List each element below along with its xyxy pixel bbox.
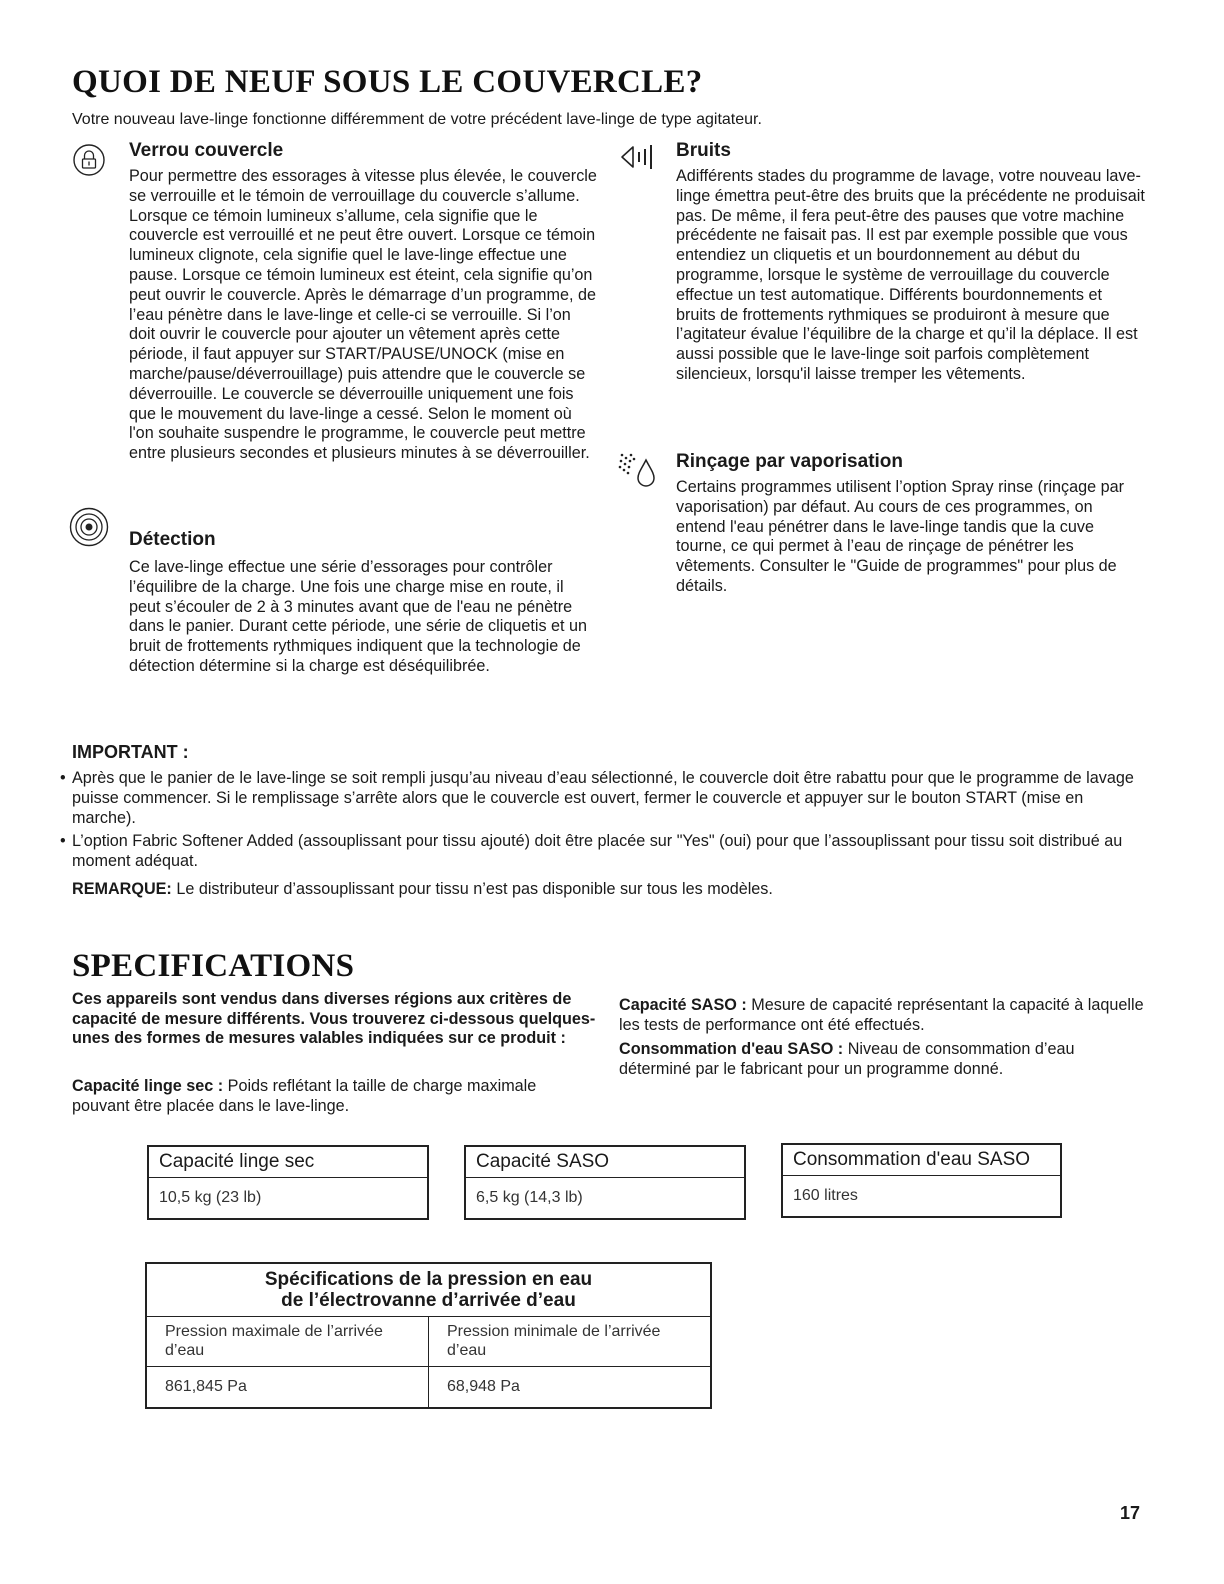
saso-water-text: Niveau de consommation d’eau déterminé par le fabricant pour un programme donné. [619, 1040, 1075, 1078]
specifications-title: SPECIFICATIONS [72, 948, 355, 984]
target-icon [68, 506, 110, 553]
water-pressure-header [146, 1263, 711, 1317]
intro-text: Votre nouveau lave-linge fonctionne différemment de votre précédent lave-linge de type agitateur. [72, 111, 762, 128]
water-pressure-table [145, 1262, 712, 1409]
dry-capacity-header: Capacité linge sec [148, 1146, 428, 1178]
pressure-title-line2: de l’électrovanne d’arrivée d’eau [281, 1290, 576, 1311]
important-list [60, 769, 1140, 876]
detection-title: Détection [129, 529, 216, 550]
note-text: Le distributeur d’assouplissant pour tissu n’est pas disponible sur tous les modèles. [171, 880, 773, 898]
sounds-title: Bruits [676, 140, 731, 161]
detection-body: Ce lave-linge effectue une série d’essorages pour contrôler l’équilibre de la charge. Une fois une charge mise en route, il peut s’écouler de 2 à 3 minutes avant que de l'eau ne pénètre dans le panier. Durant cette période, une série de cliquetis et un bruit de frottements rythmiques indiquent que la technologie de détection détermine si la charge est déséquilibrée. [129, 558, 588, 675]
spray-rinse-body: Certains programmes utilisent l’option Spray rinse (rinçage par vaporisation) par défaut. Au cours de ces programmes, on entend l'eau pénétrer dans le lave-linge tandis que la cuve tourne, ce qui permet à l’eau de rinçage de pénétrer les vêtements. Consulter le "Guide de programmes" pour plus de détails. [676, 478, 1125, 595]
saso-water-desc [619, 1040, 1149, 1079]
page-title: QUOI DE NEUF SOUS LE COUVERCLE? [72, 64, 703, 100]
page-number: 17 [1120, 1503, 1141, 1523]
min-pressure-value: 68,948 Pa [429, 1367, 712, 1409]
saso-capacity-label: Capacité SASO : [619, 996, 747, 1014]
dry-capacity-table [147, 1145, 429, 1220]
spray-rinse-title: Rinçage par vaporisation [676, 451, 904, 472]
saso-water-value: 160 litres [782, 1176, 1061, 1218]
saso-water-label: Consommation d'eau SASO : [619, 1040, 844, 1058]
dry-capacity-text: Poids reflétant la taille de charge maximale pouvant être placée dans le lave-linge. [72, 1077, 537, 1115]
saso-capacity-table [464, 1145, 746, 1220]
note-label: REMARQUE: [72, 880, 172, 898]
important-bullet: • L’option Fabric Softener Added (assouplissant pour tissu ajouté) doit être placée sur "Yes" (oui) pour que l’assouplissant pour tissu soit distribué au moment adéquat. [60, 832, 1140, 872]
lid-lock-title: Verrou couvercle [129, 140, 284, 161]
saso-capacity-value: 6,5 kg (14,3 lb) [465, 1178, 745, 1220]
speaker-icon [619, 142, 665, 177]
lid-lock-body: Pour permettre des essorages à vitesse plus élevée, le couvercle se verrouille et le témoin de verrouillage du couvercle s’allume. Lorsque ce témoin lumineux s’allume, cela signifie que le couvercle est verrouillé et ne peut être ouvert. Lorsque ce témoin lumineux clignote, cela signifie quel le lave-linge effectue une pause. Lorsque ce témoin lumineux est éteint, cela signifie qu’on peut ouvrir le couvercle. Après le démarrage d’un programme, de l’eau pénètre dans le lave-linge et celle-ci se verrouille. Si l’on doit ouvrir le couvercle pour ajouter un vêtement après cette période, il faut appuyer sur START/PAUSE/UNOCK (mise en marche/pause/déverrouillage) puis attendre que le couvercle se déverrouille. Le couvercle se déverrouille uniquement une fois que le mouvement du lave-linge a cessé. Selon le moment où l'on souhaite suspendre le programme, le couvercle peut mettre entre plusieurs secondes et plusieurs minutes à se déverrouiller. [129, 167, 597, 463]
sounds-body: Adifférents stades du programme de lavage, votre nouveau lave-linge émettra peut-être des bruits que la précédente ne produisait pas. De même, il fera peut-être des pauses que votre machine précédente ne faisait pas. Il est par exemple possible que vous entendiez un cliquetis et un bourdonnement au début du programme, lorsque le système de verrouillage du couvercle effectue un test automatique. Différents bourdonnements et bruits de frottements rythmiques se produiront à mesure que l’agitateur évalue l’équilibre de la charge et qu’il la déplace. Il est aussi possible que le lave-linge soit parfois complètement silencieux, lorsqu'il laisse tremper les vêtements. [676, 167, 1145, 383]
saso-capacity-text: Mesure de capacité représentant la capacité à laquelle les tests de performance ont été effectués. [619, 996, 1144, 1034]
saso-capacity-header: Capacité SASO [465, 1146, 745, 1178]
max-pressure-value: 861,845 Pa [146, 1367, 429, 1409]
dry-capacity-value: 10,5 kg (23 lb) [148, 1178, 428, 1220]
dry-capacity-label: Capacité linge sec : [72, 1077, 224, 1095]
pressure-title-line1: Spécifications de la pression en eau [264, 1269, 593, 1290]
max-pressure-label: Pression maximale de l’arrivée d’eau [146, 1317, 429, 1367]
spec-intro: Ces appareils sont vendus dans diverses régions aux critères de capacité de mesure différents. Vous trouverez ci-dessous quelques-unes des formes de mesures valables indiquées sur ce produit : [72, 990, 596, 1047]
note [72, 880, 1152, 900]
saso-capacity-desc [619, 996, 1149, 1035]
lock-icon [72, 143, 106, 182]
important-title: IMPORTANT : [72, 742, 189, 762]
water-drop-icon [616, 450, 660, 499]
saso-water-table [781, 1143, 1062, 1218]
saso-water-header: Consommation d'eau SASO [782, 1144, 1061, 1176]
min-pressure-label: Pression minimale de l’arrivée d’eau [429, 1317, 712, 1367]
important-bullet: • Après que le panier de le lave-linge se soit rempli jusqu’au niveau d’eau sélectionné, le couvercle doit être rabattu pour que le programme de lavage puisse commencer. Si le remplissage s’arrête alors que le couvercle est ouvert, fermer le couvercle et appuyer sur le bouton START (mise en marche). [60, 769, 1140, 828]
dry-capacity-desc [72, 1077, 597, 1116]
